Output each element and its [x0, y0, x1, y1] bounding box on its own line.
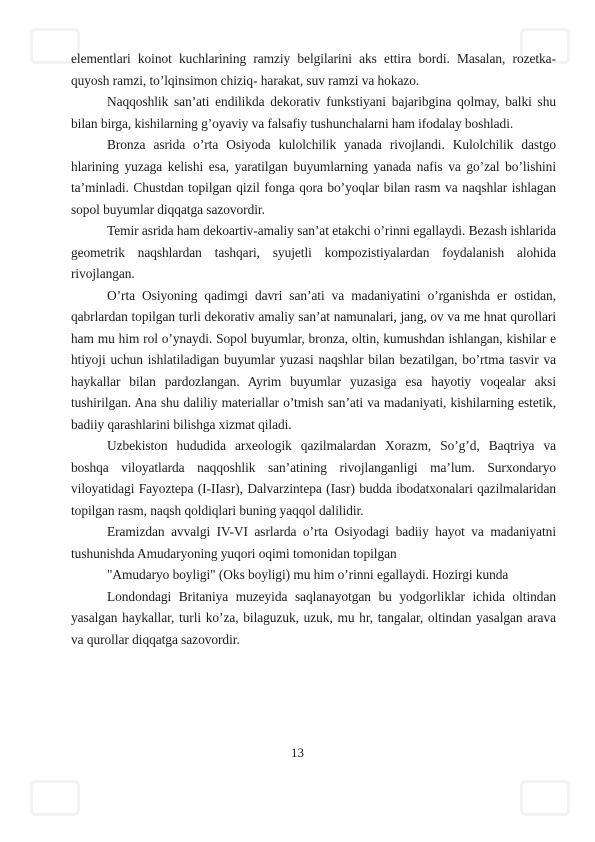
paragraph-londondagi: Londondagi Britaniya muzeyida saqlanayotgan bu yodgorliklar ichida oltindan yasalgan haykallar, turli ko’za, bilaguzuk, uzuk, mu hr, tangalar, oltindan yasalgan arava va qurollar diqqatga sazovordir.: [71, 588, 556, 647]
watermark-frame-bottom-left: [30, 780, 80, 816]
page-number: 13: [291, 745, 304, 760]
watermark-frame-bottom-right: [520, 780, 570, 816]
paragraph-orta-osiyoning: O’rta Osiyoning qadimgi davri san’ati va madaniyatini o’rganishda er ostidan, qabrlardan topilgan turli dekorativ amaliy san’at namunalari, jang, ov va me hnat qurollari ham mu him rol o’ynaydi. Sopol buyumlar, bronza, oltin, kumushdan ishlangan, kishilar e htiyoji uchun ishlatiladigan buyumlar yuzasi naqshlar bilan bezatilgan, bo’rtma tasvir va haykallar bilan pardozlangan. Ayrim buyumlar yuzasiga esa hayotiy voqealar aksi tushirilgan. Ana shu daliliy materiallar o’tmish san’ati va madaniyati, kishilarning estetik, badiiy qarashlarini bilishga xizmat qiladi.: [71, 287, 556, 432]
paragraph-eramizdan-avvalgi: Eramizdan avvalgi IV-VI asrlarda o’rta Osiyodagi badiiy hayot va madaniyatni tushunishda Amudaryoning yuqori oqimi tomonidan topilgan: [71, 524, 556, 561]
paragraph-naqqoshlik: Naqqoshlik san’ati endilikda dekorativ funkstiyani bajaribgina qolmay, balki shu bilan birga, kishilarning g’oyaviy va falsafiy tushunchalarni ham ifodalay boshladi.: [71, 94, 556, 131]
paragraph-uzbekiston-hududida: Uzbekiston hududida arxeologik qazilmalardan Xorazm, So’g’d, Baqtriya va boshqa viloyatlarda naqqoshlik san’atining rivojlanganligi ma’lum. Surxondaryo viloyatidagi Fayoztepa (I-IIasr), Dalvarzintepa (Iasr) budda ibodatxonalari qazilmalaridan topilgan rasm, naqsh qoldiqlari buning yaqqol dalilidir.: [71, 438, 556, 518]
paragraph-continuation: elementlari koinot kuchlarining ramziy belgilarini aks ettira bordi. Masalan, rozetka-quyosh ramzi, to’lqinsimon chiziq- harakat, suv ramzi va hokazo.: [71, 51, 556, 88]
paragraph-bronza-asrida: Bronza asrida o’rta Osiyoda kulolchilik yanada rivojlandi. Kulolchilik dastgo hlarining yuzaga kelishi esa, yaratilgan buyumlarning yanada nafis va go’zal bo’lishini ta’minladi. Chustdan topilgan qizil fonga qora bo’yoqlar bilan rasm va naqshlar ishlagan sopol buyumlar diqqatga sazovordir.: [71, 137, 556, 217]
paragraph-amudaryo-boyligi: "Amudaryo boyligi" (Oks boyligi) mu him o’rinni egallaydi. Hozirgi kunda: [107, 567, 509, 582]
paragraph-temir-asrida: Temir asrida ham dekoartiv-amaliy san’at etakchi o’rinni egallaydi. Bezash ishlarida geometrik naqshlardan tashqari, syujetli kompozistiyalardan foydalanish alohida rivojlangan.: [71, 223, 556, 281]
document-page-body: [71, 48, 556, 650]
